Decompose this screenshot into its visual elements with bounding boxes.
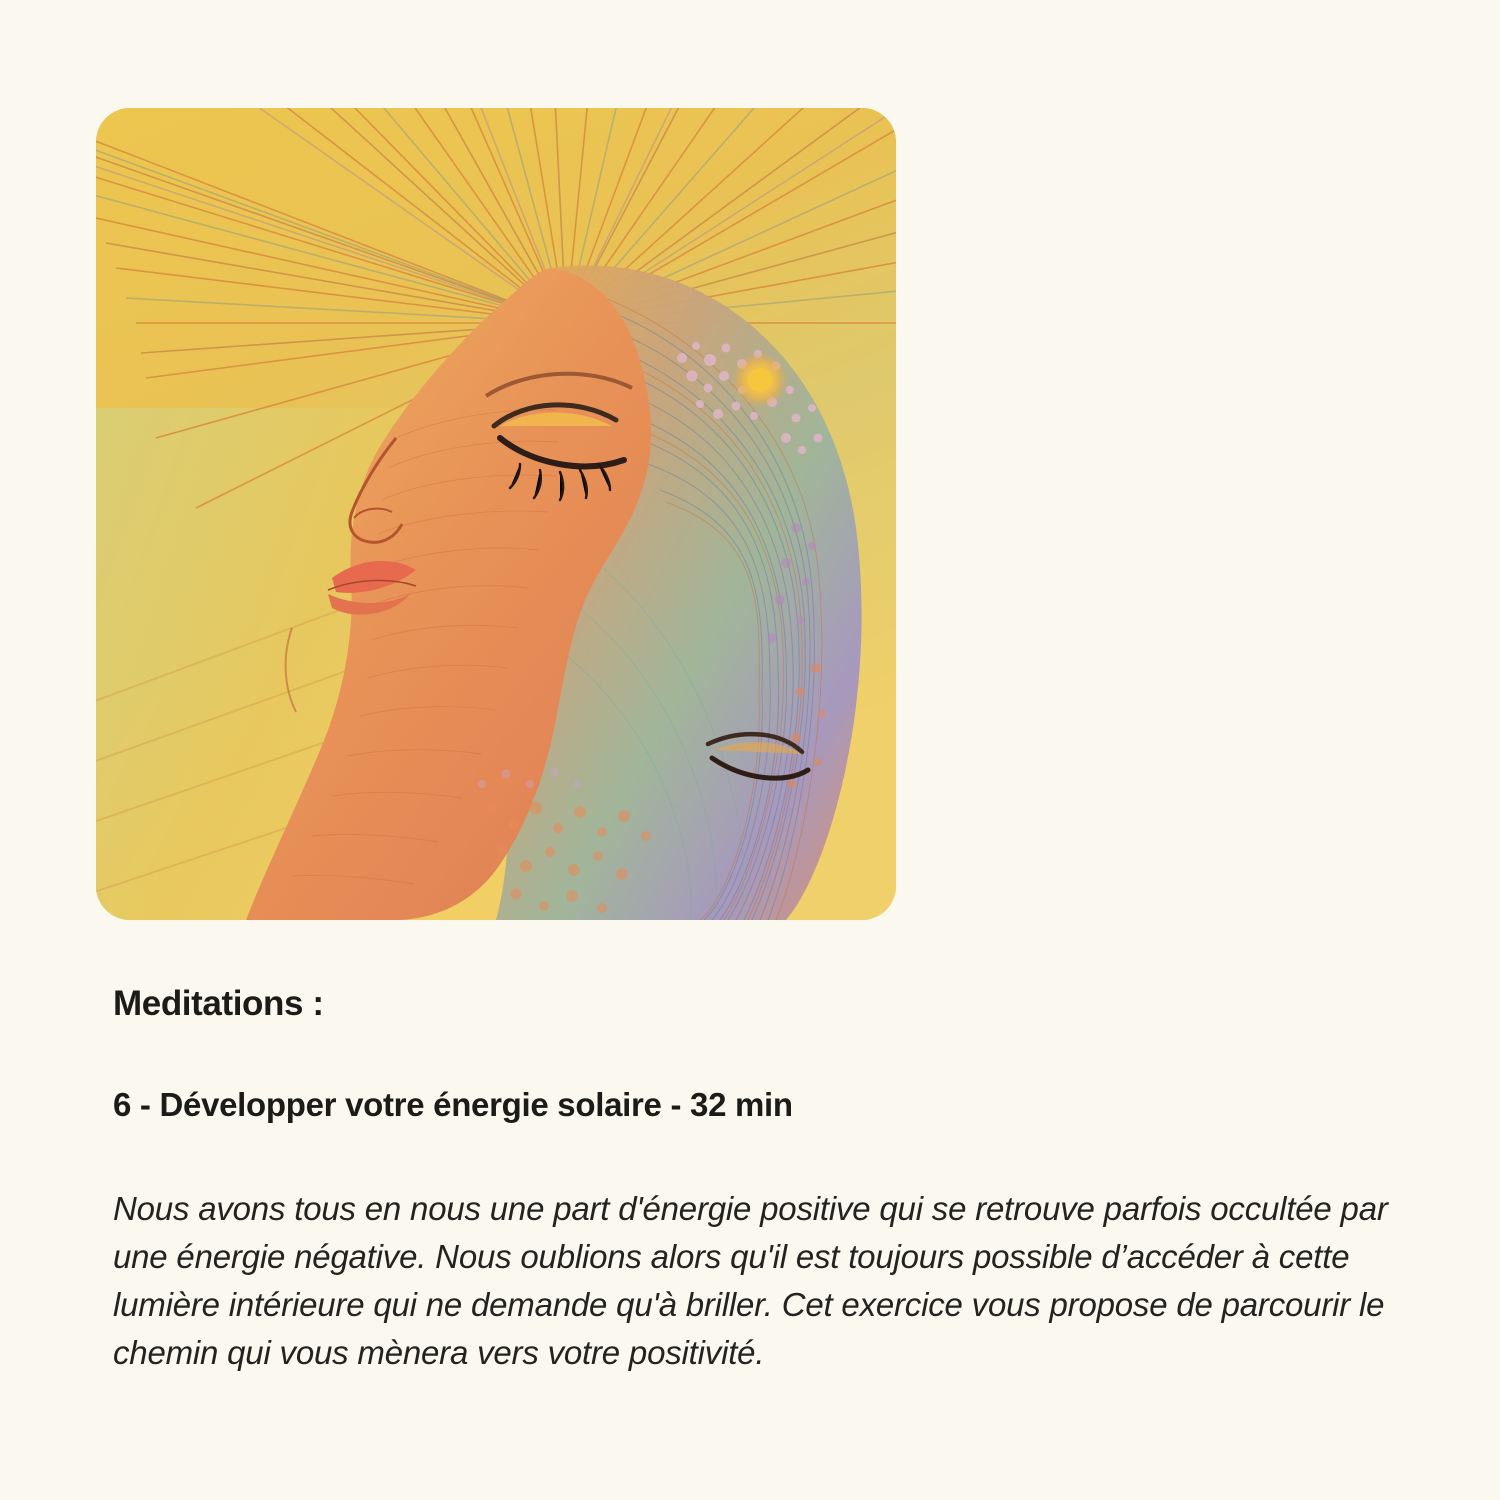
sun-goddess-illustration: [96, 108, 896, 920]
artwork-card: [96, 108, 896, 920]
track-title: 6 - Développer votre énergie solaire - 32 min: [113, 1085, 793, 1123]
meditation-text-block: [113, 985, 1403, 1377]
section-label: Meditations :: [113, 984, 324, 1023]
track-description: Nous avons tous en nous une part d'énergie positive qui se retrouve parfois occultée par une énergie négative. Nous oublions alors qu'il est toujours possible d’accéder à cette lumière intérieure qui ne demande qu'à briller. Cet exercice vous propose de parcourir le chemin qui vous mènera vers votre positivité.: [113, 1190, 1388, 1371]
